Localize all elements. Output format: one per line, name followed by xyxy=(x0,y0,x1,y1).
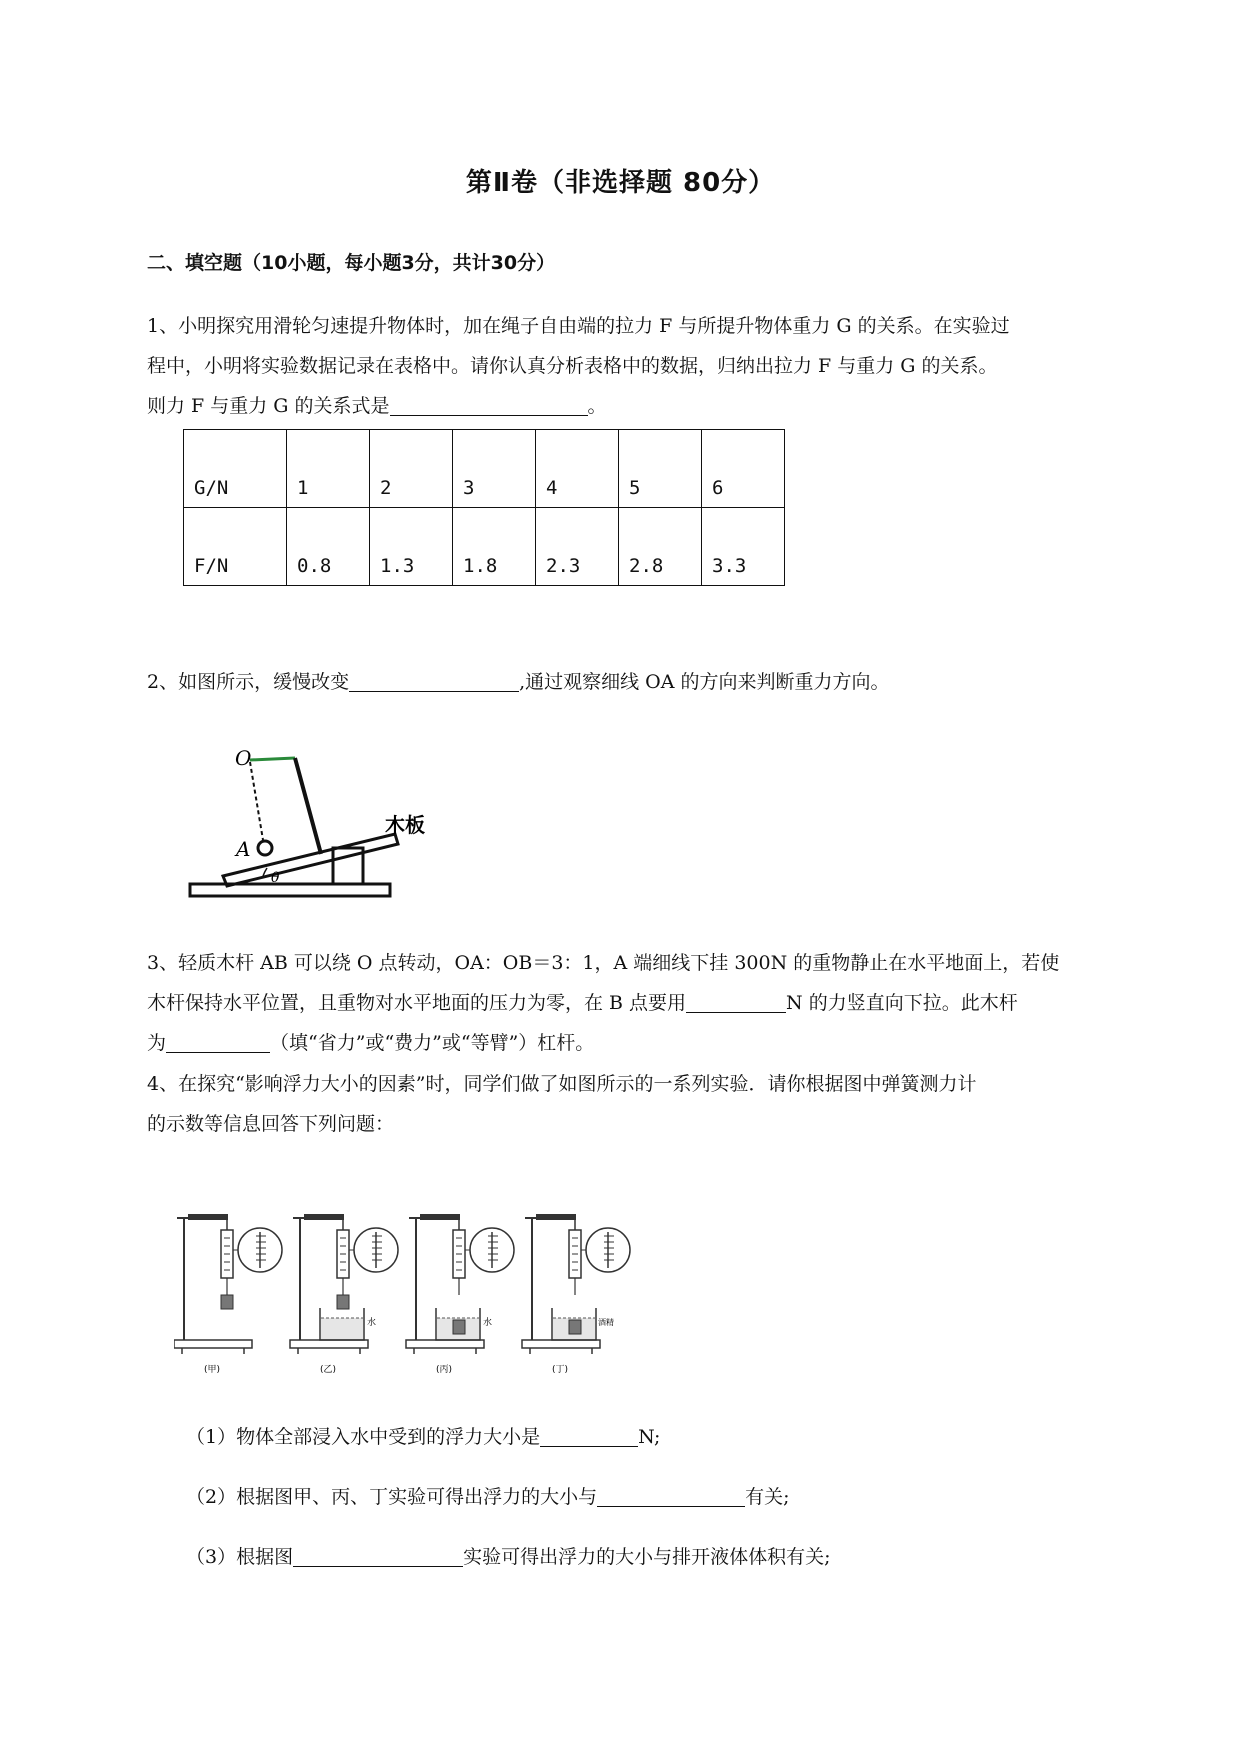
question-4 xyxy=(147,1064,1157,1144)
label-o: O xyxy=(235,746,252,770)
q4-sub-1-text: （1）物体全部浸入水中受到的浮力大小是 xyxy=(186,1426,541,1448)
caption-yi: (乙) xyxy=(320,1365,337,1375)
q3-line-2-end: N 的力竖直向下拉。此木杆 xyxy=(786,992,1018,1014)
q4-sub-2 xyxy=(186,1482,790,1509)
table-row xyxy=(184,430,785,508)
q4-sub-2-text: （2）根据图甲、丙、丁实验可得出浮力的大小与 xyxy=(186,1486,598,1508)
string-oa xyxy=(250,762,263,840)
table-cell: 3 xyxy=(453,430,536,508)
q2-text: 2、如图所示，缓慢改变 xyxy=(147,671,350,693)
table-cell: 2.3 xyxy=(536,508,619,586)
q3-line-1: 3、轻质木杆 AB 可以绕 O 点转动，OA：OB＝3：1，A 端细线下挂 300N 的重物静止在水平地面上，若使 xyxy=(147,952,1060,974)
q4-figure-spring-scales xyxy=(174,1200,674,1375)
stand-arm xyxy=(250,758,295,760)
table-cell: 0.8 xyxy=(287,508,370,586)
q4-sub-3 xyxy=(186,1542,831,1569)
page-title: 第Ⅱ卷（非选择题 80分） xyxy=(465,168,776,198)
q3-line-2-text: 木杆保持水平位置，且重物对水平地面的压力为零，在 B 点要用 xyxy=(147,992,687,1014)
q2-figure-incline xyxy=(185,730,445,905)
table-row-header: G/N xyxy=(184,430,287,508)
q3-answer-blank-1[interactable] xyxy=(686,988,786,1013)
q4-sub-3-text: （3）根据图 xyxy=(186,1546,294,1568)
table-cell: 2.8 xyxy=(619,508,702,586)
q4-line-1: 4、在探究“影响浮力大小的因素”时，同学们做了如图所示的一系列实验．请你根据图中弹簧测力计 xyxy=(147,1073,977,1095)
q4-sub-1 xyxy=(186,1422,660,1449)
table-cell: 1.3 xyxy=(370,508,453,586)
q2-text-end: ,通过观察细线 OA 的方向来判断重力方向。 xyxy=(519,671,890,693)
table-cell: 3.3 xyxy=(702,508,785,586)
q3-line-3-end: （填“省力”或“费力”或“等臂”）杠杆。 xyxy=(270,1032,595,1054)
label-a: A xyxy=(236,837,251,861)
question-1 xyxy=(147,306,1157,426)
setup-yi xyxy=(290,1214,398,1354)
table-cell: 1 xyxy=(287,430,370,508)
table-cell: 5 xyxy=(619,430,702,508)
setup-ding xyxy=(522,1214,630,1354)
q4-line-2: 的示数等信息回答下列问题： xyxy=(147,1113,395,1135)
setup-jia xyxy=(174,1214,282,1354)
table-cell: 1.8 xyxy=(453,508,536,586)
q4-sub-1-blank[interactable] xyxy=(540,1422,638,1447)
label-board: 木板 xyxy=(385,813,425,837)
label-theta: θ xyxy=(271,870,280,886)
setup-bing xyxy=(406,1214,514,1354)
q2-line xyxy=(147,662,1157,702)
table-cell: 6 xyxy=(702,430,785,508)
table-row xyxy=(184,508,785,586)
caption-jia: (甲) xyxy=(204,1365,221,1375)
q4-sub-2-blank[interactable] xyxy=(597,1482,745,1507)
q3-answer-blank-2[interactable] xyxy=(166,1028,270,1053)
section-heading: 二、填空题（10小题，每小题3分，共计30分） xyxy=(147,252,556,274)
q1-line-3-end: 。 xyxy=(587,395,607,417)
question-3 xyxy=(147,943,1157,1063)
caption-ding: (丁) xyxy=(552,1365,569,1375)
q3-line-2 xyxy=(147,983,1157,1023)
base-board xyxy=(190,884,390,896)
table-cell: 4 xyxy=(536,430,619,508)
q1-line-1: 1、小明探究用滑轮匀速提升物体时，加在绳子自由端的拉力 F 与所提升物体重力 G 的关系。在实验过 xyxy=(147,315,1010,337)
q4-sub-2-end: 有关; xyxy=(745,1486,790,1508)
question-2 xyxy=(147,662,1157,702)
q4-sub-1-end: N; xyxy=(638,1426,661,1448)
q2-answer-blank[interactable] xyxy=(349,667,519,692)
q1-line-3 xyxy=(147,386,1157,426)
q1-answer-blank[interactable] xyxy=(390,391,588,416)
stand-pole xyxy=(295,758,321,854)
q1-line-3-text: 则力 F 与重力 G 的关系式是 xyxy=(147,395,390,417)
label-liquid-water: 水 xyxy=(483,1318,493,1328)
plumb-bob xyxy=(258,841,272,855)
caption-bing: (丙) xyxy=(436,1365,453,1375)
q4-sub-3-blank[interactable] xyxy=(293,1542,463,1567)
q4-sub-3-end: 实验可得出浮力的大小与排开液体体积有关; xyxy=(463,1546,831,1568)
q1-line-2: 程中，小明将实验数据记录在表格中。请你认真分析表格中的数据，归纳出拉力 F 与重力 G 的关系。 xyxy=(147,355,998,377)
q3-line-3 xyxy=(147,1023,1157,1063)
q1-data-table xyxy=(183,429,785,586)
q3-line-3-text: 为 xyxy=(147,1032,167,1054)
table-cell: 2 xyxy=(370,430,453,508)
label-liquid-water: 水 xyxy=(367,1318,377,1328)
label-liquid-alcohol: 酒精 xyxy=(598,1318,614,1327)
table-row-header: F/N xyxy=(184,508,287,586)
